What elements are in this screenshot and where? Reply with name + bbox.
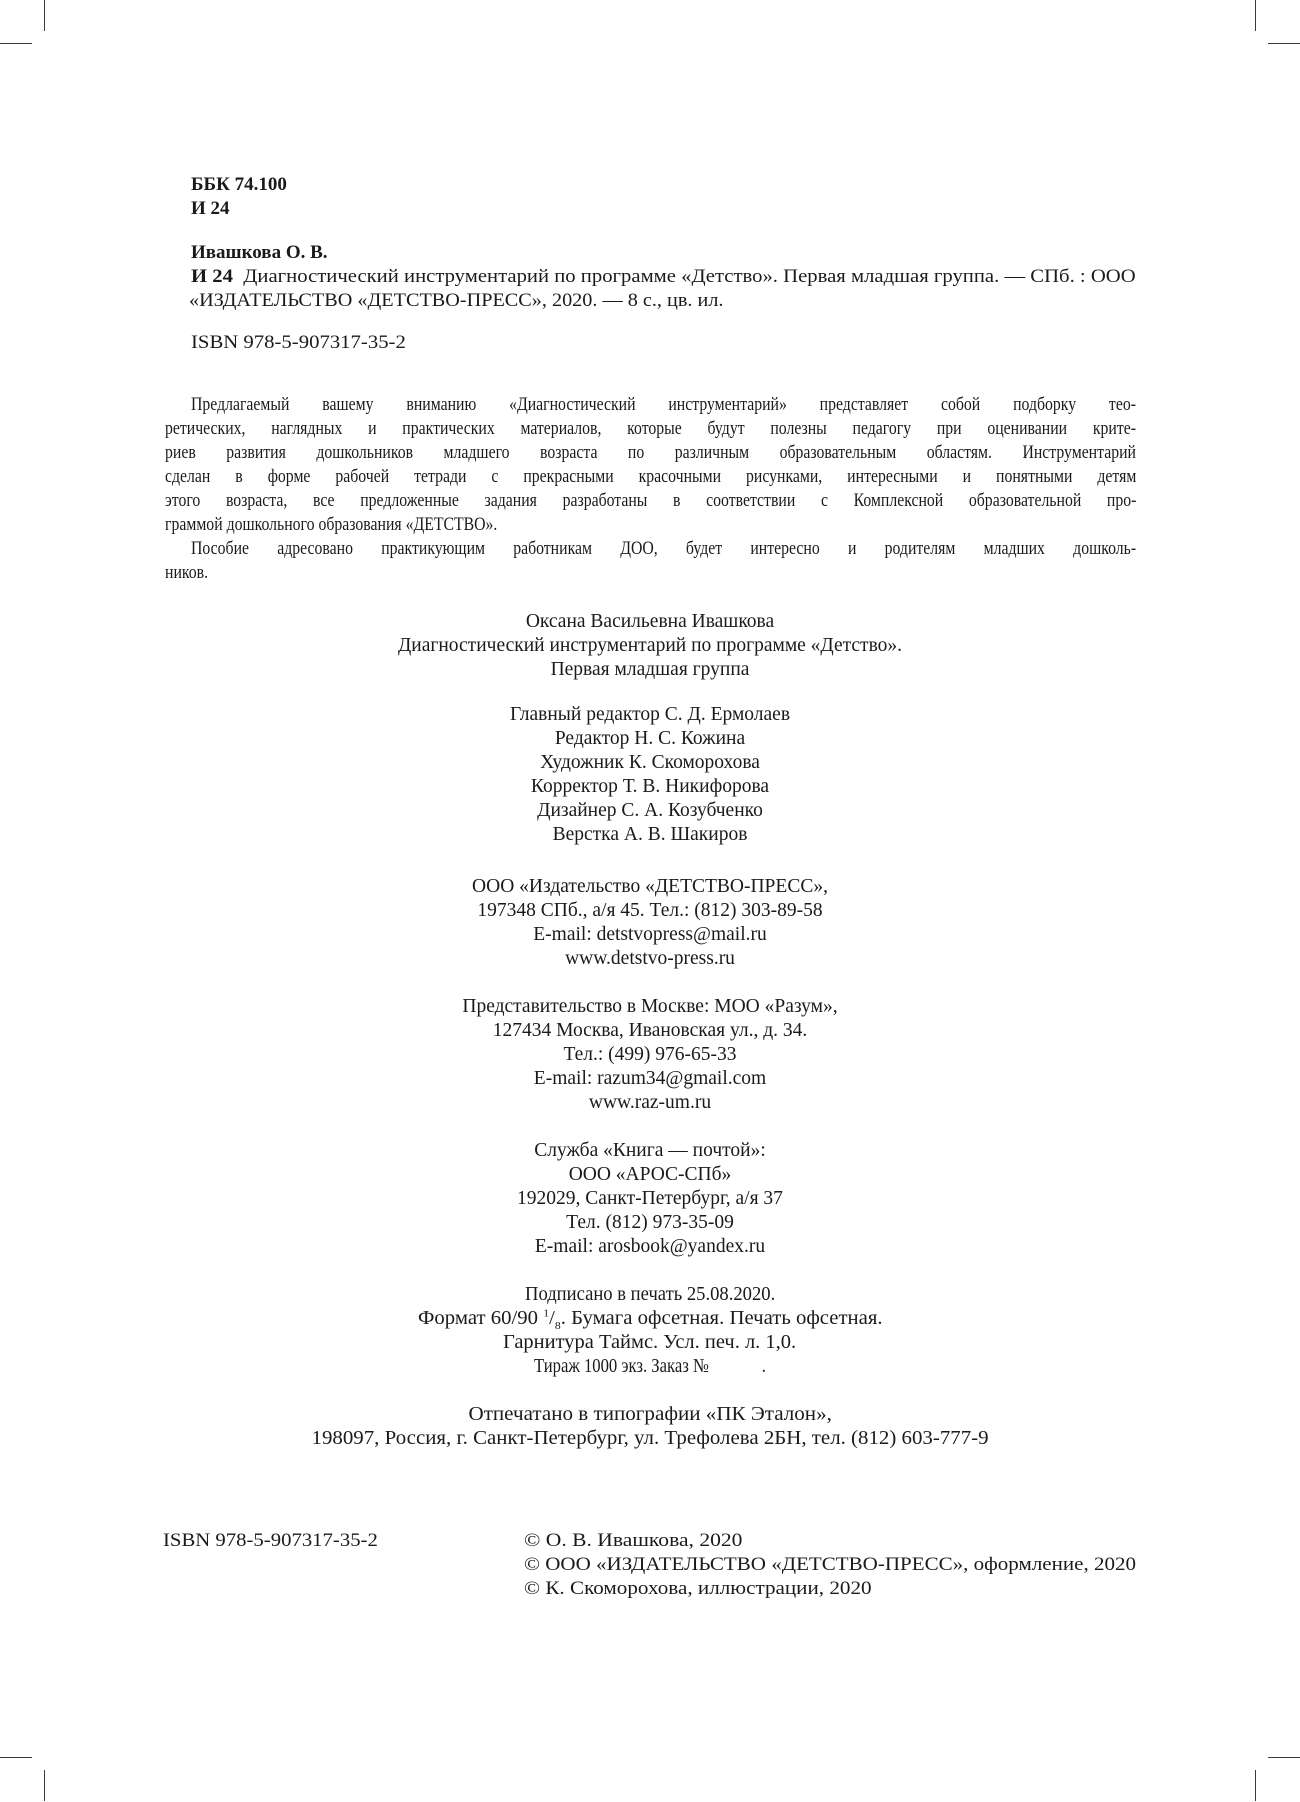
catalog-isbn: ISBN 978-5-907317-35-2 [191,332,406,353]
bbk-block [191,173,287,221]
crop-mark-bottom-right-vertical [1255,1770,1256,1801]
catalog-index: И 24 [191,266,233,287]
publisher-block [150,875,1150,971]
moscow-office-block [150,995,1150,1115]
crop-mark-top-left-horizontal [0,43,32,44]
moscow-office-name: Представительство в Москве: МОО «Разум», [462,996,838,1017]
printer-block [150,1403,1150,1451]
catalog-line-2 [189,289,1136,313]
annotation-line-text: риев развития дошкольников младшего возраста по различным образовательным областям. Инструментарий [165,442,1136,463]
footer-isbn: ISBN 978-5-907317-35-2 [163,1530,378,1551]
crop-mark-bottom-left-horizontal [0,1757,32,1758]
annotation-paragraph-2 [165,537,1136,585]
annotation-line-text: граммой дошкольного образования «ДЕТСТВО». [165,514,498,535]
mail-service-company: ООО «АРОС-СПб» [568,1164,732,1185]
crop-mark-top-right-vertical [1255,0,1256,31]
print-info-block [150,1283,1150,1379]
credit-layout: Верстка А. В. Шакиров [552,824,748,845]
annotation-line-text: Пособие адресовано практикующим работникам ДОО, будет интересно и родителям младших дошколь- [191,538,1137,559]
annotation-line [165,537,1136,561]
publisher-website[interactable]: www.detstvo-press.ru [565,948,735,969]
moscow-office-address: 127434 Москва, Ивановская ул., д. 34. [492,1020,808,1041]
copyright-author: © О. В. Ивашкова, 2020 [524,1530,743,1551]
printer-name: Отпечатано в типографии «ПК Эталон», [468,1404,832,1425]
copyright-illustrator: © К. Скоморохова, иллюстрации, 2020 [524,1578,872,1599]
mail-service-email[interactable]: E-mail: arosbook@yandex.ru [534,1236,766,1257]
crop-mark-top-right-horizontal [1268,43,1300,44]
mail-service-title: Служба «Книга — почтой»: [534,1140,766,1161]
annotation-line [165,393,1136,417]
catalog-title: Диагностический инструментарий по программе «Детство». Первая младшая группа. — СПб. : ООО [243,266,1136,287]
moscow-office-phone: Тел.: (499) 976-65-33 [563,1044,737,1065]
publisher-address: 197348 СПб., а/я 45. Тел.: (812) 303-89-58 [477,900,823,921]
print-typeface: Гарнитура Таймс. Усл. печ. л. 1,0. [503,1332,797,1353]
credits-block [150,703,1150,847]
bbk-code: ББК 74.100 [191,174,287,195]
annotation-paragraph-1 [165,393,1136,537]
annotation-line [165,513,1136,537]
catalog-publisher: «ИЗДАТЕЛЬСТВО «ДЕТСТВО-ПРЕСС», 2020. — 8 с., цв. ил. [189,290,724,311]
catalog-line-1 [191,265,1136,289]
crop-mark-bottom-left-vertical [44,1770,45,1801]
annotation-line [165,561,1136,585]
print-signed: Подписано в печать 25.08.2020. [524,1284,776,1305]
title-block [150,610,1150,682]
printer-address: 198097, Россия, г. Санкт-Петербург, ул. Трефолева 2БН, тел. (812) 603-777-9 [311,1428,989,1449]
book-title: Диагностический инструментарий по программе «Детство». [397,635,903,656]
crop-mark-top-left-vertical [44,0,45,31]
print-format: Формат 60/90 $^1/_8$. Бумага офсетная. Печать офсетная. [417,1307,883,1332]
credit-designer: Дизайнер С. А. Козубченко [537,800,763,821]
mail-service-phone: Тел. (812) 973-35-09 [566,1212,734,1233]
catalog-record [191,241,1136,355]
annotation-line-text: сделан в форме рабочей тетради с прекрасными красочными рисунками, интересными и понятными детям [165,466,1137,487]
annotation-line [165,489,1136,513]
publisher-email[interactable]: E-mail: detstvopress@mail.ru [533,924,767,945]
mail-service-block [150,1139,1150,1259]
author-sign: И 24 [191,198,230,219]
annotation-line-text: этого возраста, все предложенные задания разработаны в соответствии с Комплексной образовательной про- [165,490,1137,511]
copyright-block [524,1529,1137,1601]
moscow-office-email[interactable]: E-mail: razum34@gmail.com [533,1068,767,1089]
annotation-line [165,465,1136,489]
annotation-line-text: Предлагаемый вашему вниманию «Диагностический инструментарий» представляет собой подборку тео- [191,394,1136,415]
book-subtitle: Первая младшая группа [550,659,750,680]
author-full-name: Оксана Васильевна Ивашкова [525,611,775,632]
annotation-line [165,417,1136,441]
crop-mark-bottom-right-horizontal [1268,1757,1300,1758]
annotation [165,393,1136,585]
annotation-line [165,441,1136,465]
copyright-publisher: © ООО «ИЗДАТЕЛЬСТВО «ДЕТСТВО-ПРЕСС», оформление, 2020 [524,1554,1137,1575]
catalog-author: Ивашкова О. В. [191,242,328,263]
credit-editor: Редактор Н. С. Кожина [554,728,746,749]
credit-chief-editor: Главный редактор С. Д. Ермолаев [509,704,791,725]
credit-proofreader: Корректор Т. В. Никифорова [530,776,770,797]
credit-artist: Художник К. Скоморохова [540,752,760,773]
print-run: Тираж 1000 экз. Заказ № . [534,1356,766,1377]
annotation-line-text: ников. [165,562,209,583]
moscow-office-website[interactable]: www.raz-um.ru [588,1092,712,1113]
publisher-name: ООО «Издательство «ДЕТСТВО-ПРЕСС», [472,876,828,897]
mail-service-address: 192029, Санкт-Петербург, а/я 37 [517,1188,783,1209]
annotation-line-text: ретических, наглядных и практических материалов, которые будут полезны педагогу при оценивании крите- [165,418,1136,439]
